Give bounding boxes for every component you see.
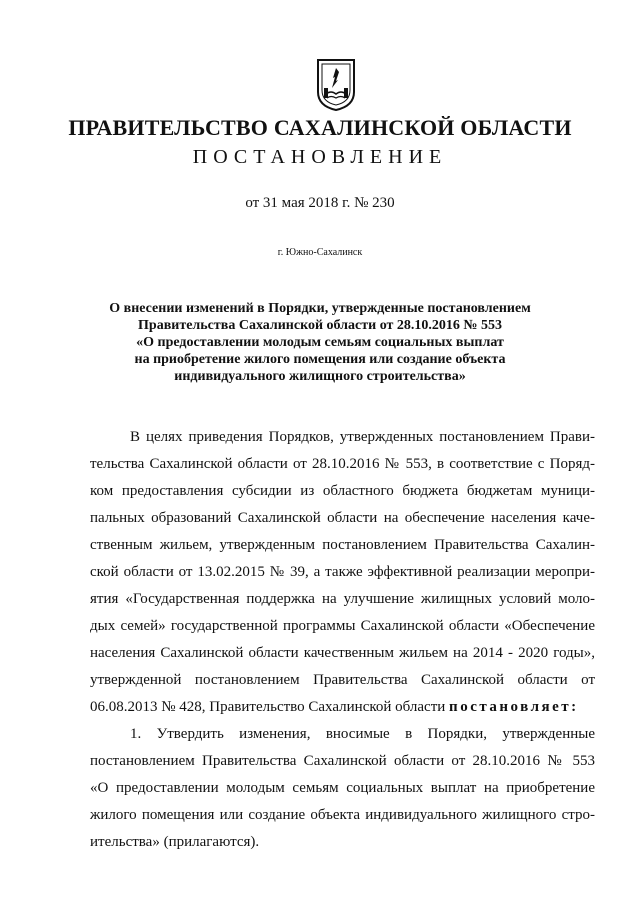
paragraph-line: «О предоставлении молодым семьям социальных выплат на приобретение xyxy=(90,780,595,796)
subject-line: Правительства Сахалинской области от 28.10.2016 № 553 xyxy=(138,318,502,333)
paragraph-line: жилого помещения или создание объекта индивидуального жилищного стро- xyxy=(90,807,595,823)
paragraph-line: В целях приведения Порядков, утвержденных постановлением Прави- xyxy=(130,429,595,445)
government-title: ПРАВИТЕЛЬСТВО САХАЛИНСКОЙ ОБЛАСТИ xyxy=(68,115,572,140)
paragraph-line: 1. Утвердить изменения, вносимые в Порядки, утвержденные xyxy=(130,726,595,742)
paragraph-line: постановлением Правительства Сахалинской области от 28.10.2016 № 553 xyxy=(90,753,595,769)
document-type: ПОСТАНОВЛЕНИЕ xyxy=(192,146,448,168)
resolves-keyword: постановляет: xyxy=(449,699,579,715)
paragraph-line: ком предоставления субсидии из областного бюджета бюджетам муници- xyxy=(90,483,595,499)
paragraph-line: населения Сахалинской области качественным жильем на 2014 - 2020 годы», xyxy=(90,645,595,661)
paragraph-line xyxy=(90,694,595,721)
city: г. Южно-Сахалинск xyxy=(277,247,363,258)
subject-line: индивидуального жилищного строительства» xyxy=(174,369,466,384)
paragraph-line: дых семей» государственной программы Сахалинской области «Обеспечение xyxy=(90,618,595,634)
preamble-paragraph xyxy=(90,424,595,721)
subject-line: О внесении изменений в Порядки, утвержденные постановлением xyxy=(109,301,531,316)
resolution-text: 06.08.2013 № 428, Правительство Сахалинской области xyxy=(90,699,450,715)
paragraph-line: тельства Сахалинской области от 28.10.2016 № 553, в соответствие с Поряд- xyxy=(90,456,595,472)
paragraph-line: пальных образований Сахалинской области на обеспечение населения каче- xyxy=(90,510,595,526)
item-1-paragraph xyxy=(90,721,595,856)
paragraph-line: ительства» (прилагаются). xyxy=(90,834,260,850)
sakhalin-coat-of-arms-icon xyxy=(316,58,356,112)
paragraph-line: ятия «Государственная поддержка на улучшение жилищных условий моло- xyxy=(90,591,595,607)
paragraph-line: ской области от 13.02.2015 № 39, а также эффективной реализации меропри- xyxy=(90,564,595,580)
document-subject xyxy=(90,300,550,385)
document-body xyxy=(90,424,595,856)
subject-line: «О предоставлении молодым семьям социальных выплат xyxy=(136,335,504,350)
paragraph-line: утвержденной постановлением Правительства Сахалинской области от xyxy=(90,672,595,688)
subject-line: на приобретение жилого помещения или создание объекта xyxy=(134,352,506,367)
paragraph-line: ственным жильем, утвержденным постановлением Правительства Сахалин- xyxy=(90,537,595,553)
date-and-number: от 31 мая 2018 г. № 230 xyxy=(245,195,395,211)
